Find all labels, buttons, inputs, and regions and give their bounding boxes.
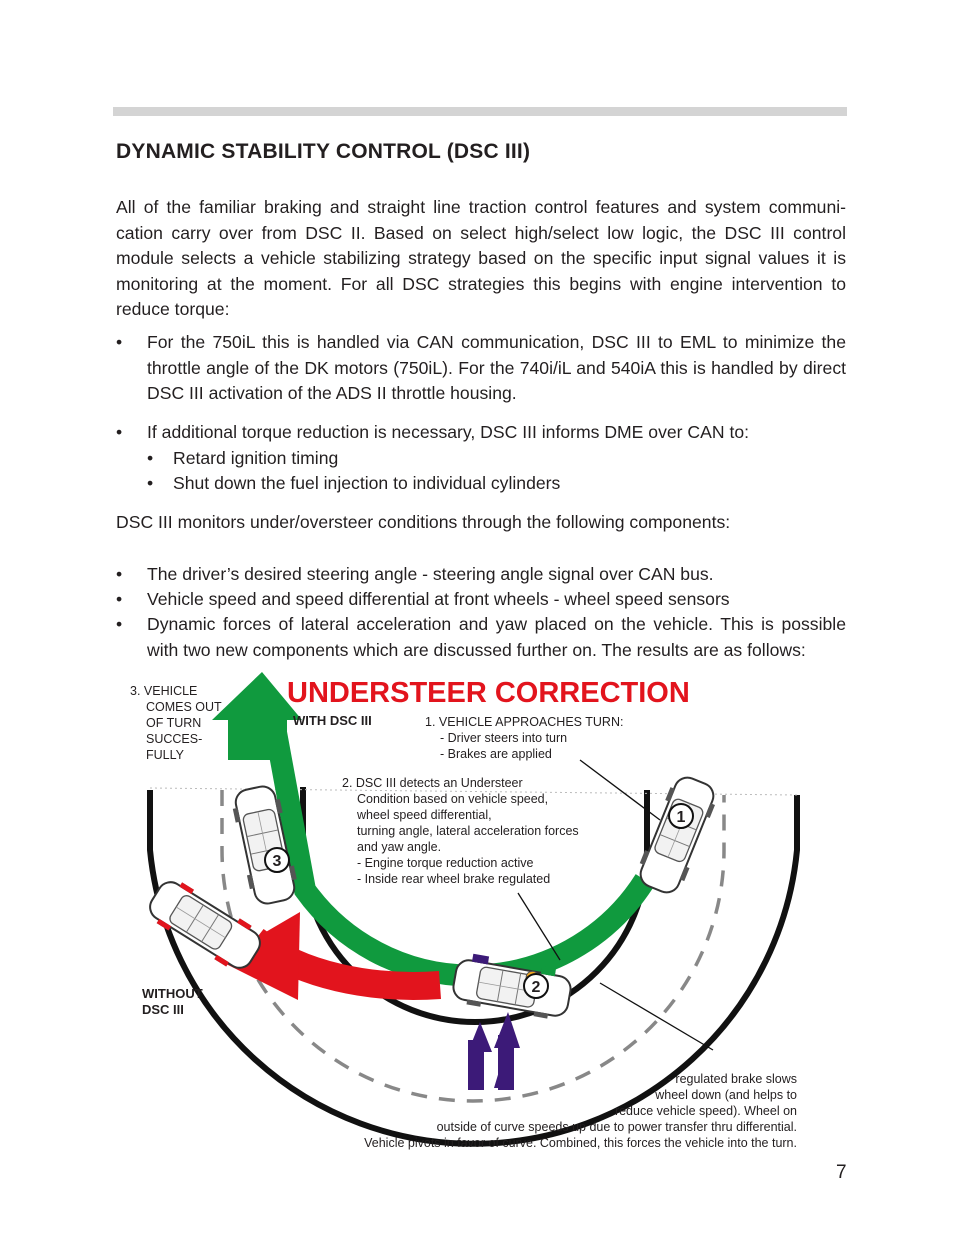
- pointer-line: [518, 893, 560, 960]
- bullet-glyph: •: [116, 589, 123, 609]
- without-dsc-label: WITHOUT: [142, 986, 203, 1001]
- step3-line: SUCCES-: [146, 732, 203, 746]
- understeer-diagram: [100, 662, 820, 1162]
- sub-bullet: [147, 471, 560, 497]
- svg-text:2: 2: [531, 979, 541, 996]
- step3-line: COMES OUT: [146, 700, 222, 714]
- bullet-glyph: •: [147, 473, 154, 493]
- sub-bullet-text: Retard ignition timing: [173, 448, 339, 468]
- marker-2: [524, 974, 548, 998]
- component-bullet: [116, 612, 846, 663]
- bullet-glyph: •: [116, 614, 123, 634]
- svg-text:1: 1: [676, 809, 686, 826]
- component-text: The driver’s desired steering angle - steering angle signal over CAN bus.: [147, 564, 714, 584]
- pointer-line: [600, 983, 713, 1050]
- step2-line: turning angle, lateral acceleration forces: [357, 824, 579, 838]
- step2-line: wheel speed differential,: [357, 808, 492, 822]
- marker-1: [669, 804, 693, 828]
- component-text: Vehicle speed and speed differential at front wheels - wheel speed sensors: [147, 589, 730, 609]
- step3-line: FULLY: [146, 748, 184, 762]
- step2-line: Condition based on vehicle speed,: [357, 792, 549, 806]
- brake-note-line: wheel down (and helps to: [655, 1088, 797, 1102]
- step3-line: 3. VEHICLE: [130, 684, 198, 698]
- step2-line: - Engine torque reduction active: [357, 856, 534, 870]
- step2-line: - Inside rear wheel brake regulated: [357, 872, 551, 886]
- svg-text:3: 3: [272, 853, 282, 870]
- car-without-dsc: [143, 874, 267, 976]
- step2-line: and yaw angle.: [357, 840, 442, 854]
- diagram-title: UNDERSTEER CORRECTION: [287, 677, 690, 709]
- component-text: Dynamic forces of lateral acceleration and yaw placed on the vehicle. This is possible with two new components which are discussed further on. The results are as follows:: [147, 614, 846, 660]
- without-dsc-label: DSC III: [142, 1002, 184, 1017]
- brake-note-line: reduce vehicle speed). Wheel on: [614, 1104, 797, 1118]
- brake-note-line: outside of curve speeds up due to power transfer thru differential.: [436, 1120, 797, 1134]
- brake-note-line: Vehicle pivots in favor of curve. Combined, this forces the vehicle into the turn.: [364, 1136, 797, 1150]
- bullet-glyph: •: [116, 422, 123, 442]
- step1-line: - Brakes are applied: [440, 747, 552, 761]
- step2-line: 2. DSC III detects an Understeer: [342, 776, 523, 790]
- bullet-torque-text: If additional torque reduction is necessary, DSC III informs DME over CAN to:: [147, 422, 750, 442]
- bullet-glyph: •: [147, 448, 154, 468]
- bullet-750il: [116, 330, 846, 407]
- bullet-750il-text: For the 750iL this is handled via CAN communication, DSC III to EML to minimize the throttle angle of the DK motors (750iL). For the 740i/iL and 540iA this is handled by direct DSC III activation of the ADS II throttle housing.: [147, 332, 846, 404]
- bullet-glyph: •: [116, 332, 123, 352]
- step1-line: 1. VEHICLE APPROACHES TURN:: [425, 715, 624, 729]
- step3-line: OF TURN: [146, 716, 202, 730]
- component-bullet: [116, 587, 846, 613]
- sub-bullet-text: Shut down the fuel injection to individual cylinders: [173, 473, 561, 493]
- step1-line: - Driver steers into turn: [440, 731, 568, 745]
- monitors-paragraph: DSC III monitors under/oversteer conditions through the following components:: [116, 512, 731, 532]
- intro-paragraph: All of the familiar braking and straight line traction control features and system communi-cation carry over from DSC II. Based on select high/select low logic, the DSC III control module selects a vehicle stabilizing strategy based on the specific input signal values it is monitoring at the moment. For all DSC strategies this begins with engine intervention to reduce torque:: [116, 197, 846, 320]
- page-number: 7: [836, 1162, 847, 1183]
- bullet-torque: [116, 420, 846, 446]
- component-bullet: [116, 562, 846, 588]
- marker-3: [265, 848, 289, 872]
- purple-arrow-shaft: [498, 1035, 514, 1090]
- with-dsc-label: WITH DSC III: [293, 713, 372, 728]
- page-heading: DYNAMIC STABILITY CONTROL (DSC III): [116, 140, 531, 163]
- purple-arrow-shaft: [468, 1040, 484, 1090]
- bullet-glyph: •: [116, 564, 123, 584]
- top-rule: [113, 107, 847, 116]
- brake-note-line: - regulated brake slows: [667, 1072, 797, 1086]
- sub-bullet: [147, 446, 338, 472]
